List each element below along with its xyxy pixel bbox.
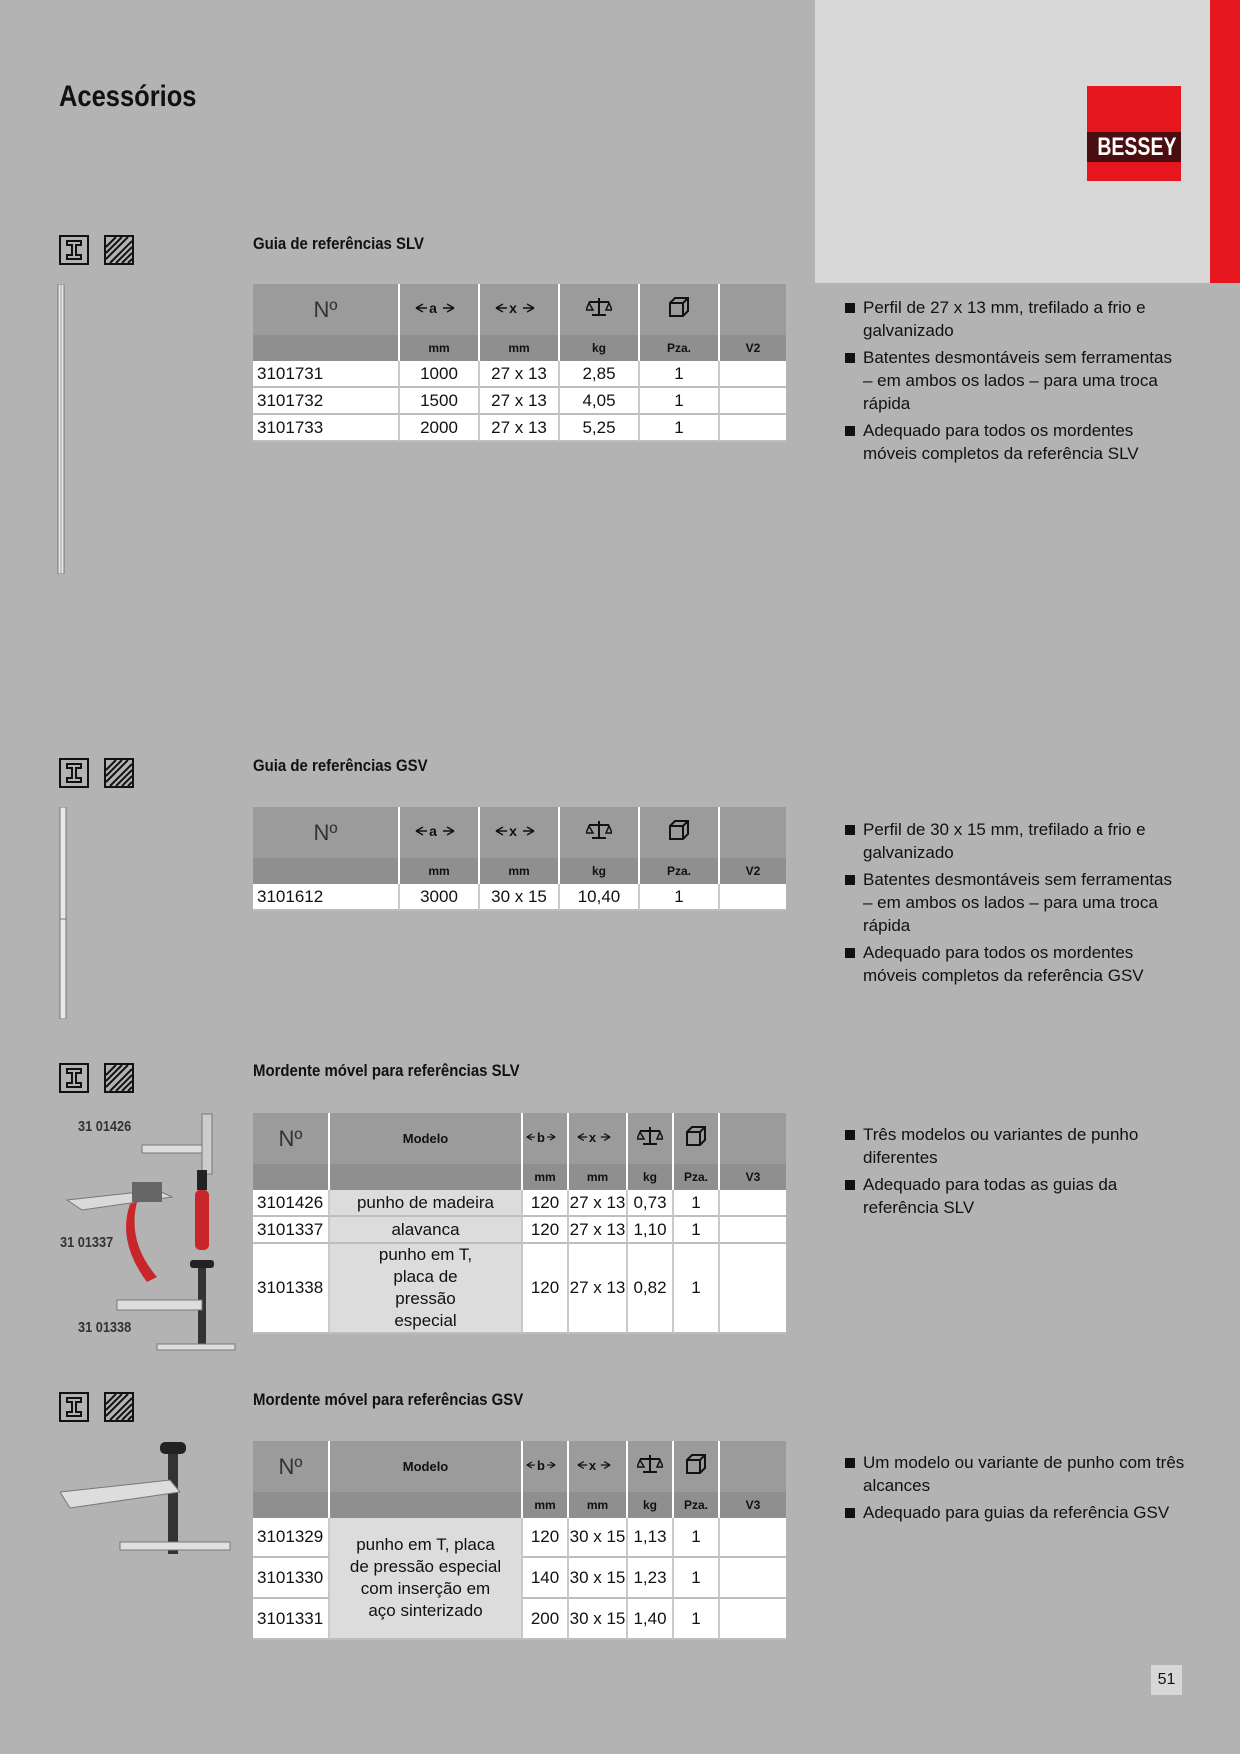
gsv-clamp-image <box>60 1440 235 1555</box>
feature-list <box>845 1451 1185 1528</box>
brand-red-strip <box>1210 0 1240 283</box>
bessey-logo: BESSEY <box>1087 86 1181 181</box>
box-icon <box>668 819 690 841</box>
col-a: a <box>400 284 480 335</box>
col-pack <box>640 284 720 335</box>
slv-rail-image <box>56 284 66 574</box>
wood-icon <box>104 1392 134 1422</box>
table-row: 3101731 1000 27 x 13 2,85 1 <box>253 361 786 388</box>
table-row: 3101338 punho em T, placa de pressão especial 120 27 x 13 0,82 1 <box>253 1244 786 1334</box>
product-table-gsv: Nº a x mm mm kg Pza. V2 3101612 3000 30 x 15 10,40 1 <box>253 807 786 911</box>
scale-icon <box>637 1125 663 1147</box>
col-no: Nº <box>253 284 400 335</box>
list-item: Perfil de 27 x 13 mm, trefilado a frio e galvanizado <box>845 296 1185 342</box>
image-label: 31 01426 <box>78 1118 132 1135</box>
list-item: Batentes desmontáveis sem ferramentas – em ambos os lados – para uma troca rápida <box>845 346 1185 415</box>
product-table-slv-clamps: Nº Modelo b x mm mm kg Pza. V3 3101426 punho de madeira 120 27 x 13 0,73 1 3101337 alavanca 120 27 x 13 1,10 1 3101338 punho em T, placa de pressão especial 120 27 x 13 0,82 1 <box>253 1113 786 1334</box>
table-row: 3101732 1500 27 x 13 4,05 1 <box>253 388 786 415</box>
wood-icon <box>104 235 134 265</box>
feature-list <box>845 296 1185 469</box>
list-item: Batentes desmontáveis sem ferramentas – em ambos os lados – para uma troca rápida <box>845 868 1185 937</box>
box-icon <box>685 1453 707 1475</box>
ibeam-icon <box>59 758 89 788</box>
table-row: 3101330 140 30 x 15 1,23 1 <box>253 1558 786 1599</box>
col-x: x <box>480 284 560 335</box>
section-title: Guia de referências GSV <box>253 756 428 775</box>
image-label: 31 01338 <box>78 1319 132 1336</box>
material-icons-2 <box>59 758 134 788</box>
ibeam-icon <box>59 1063 89 1093</box>
table-row: 3101733 2000 27 x 13 5,25 1 <box>253 415 786 442</box>
table-row: 3101612 3000 30 x 15 10,40 1 <box>253 884 786 911</box>
box-icon <box>685 1125 707 1147</box>
wood-icon <box>104 758 134 788</box>
ibeam-icon <box>59 235 89 265</box>
table-row: 3101426 punho de madeira 120 27 x 13 0,73 1 <box>253 1190 786 1217</box>
wood-icon <box>104 1063 134 1093</box>
page-number: 51 <box>1151 1665 1182 1695</box>
scale-icon <box>586 296 612 318</box>
table-row: 3101331 200 30 x 15 1,40 1 <box>253 1599 786 1640</box>
list-item: Adequado para todos os mordentes móveis completos da referência GSV <box>845 941 1185 987</box>
material-icons-1 <box>59 235 134 265</box>
table-row: 3101337 alavanca 120 27 x 13 1,10 1 <box>253 1217 786 1244</box>
box-icon <box>668 296 690 318</box>
image-label: 31 01337 <box>60 1234 114 1251</box>
feature-list <box>845 1123 1185 1223</box>
section-title: Mordente móvel para referências GSV <box>253 1390 524 1409</box>
section-title: Guia de referências SLV <box>253 234 425 253</box>
list-item: Adequado para guias da referência GSV <box>845 1501 1185 1524</box>
feature-list <box>845 818 1185 991</box>
list-item: Perfil de 30 x 15 mm, trefilado a frio e galvanizado <box>845 818 1185 864</box>
slv-clamps-image <box>62 1112 242 1357</box>
scale-icon <box>586 819 612 841</box>
material-icons-3 <box>59 1063 134 1093</box>
list-item: Adequado para todos os mordentes móveis completos da referência SLV <box>845 419 1185 465</box>
section-title: Mordente móvel para referências SLV <box>253 1061 520 1080</box>
table-row: 3101329 punho em T, placa de pressão especial com inserção em aço sinterizado 120 30 x 15 1,13 1 <box>253 1518 786 1558</box>
ibeam-icon <box>59 1392 89 1422</box>
page-title: Acessórios <box>59 80 197 113</box>
product-table-gsv-clamps: Nº Modelo b x mm mm kg Pza. V3 3101329 punho em T, placa de pressão especial com inserção em aço sinterizado 120 30 x 15 1,13 1 3101330 140 30 x 15 1,23 1 3101331 200 30 x 15 1,40 1 <box>253 1441 786 1640</box>
list-item: Um modelo ou variante de punho com três alcances <box>845 1451 1185 1497</box>
scale-icon <box>637 1453 663 1475</box>
col-weight <box>560 284 640 335</box>
list-item: Três modelos ou variantes de punho diferentes <box>845 1123 1185 1169</box>
product-table-slv: Nº a x mm mm kg Pza. V2 3101731 1000 27 x 13 2,85 1 3101732 1500 27 x 13 4,05 1 3101733 2000 27 x 13 5,25 1 <box>253 284 786 442</box>
gsv-rail-image <box>58 807 68 1019</box>
list-item: Adequado para todas as guias da referência SLV <box>845 1173 1185 1219</box>
material-icons-4 <box>59 1392 134 1422</box>
